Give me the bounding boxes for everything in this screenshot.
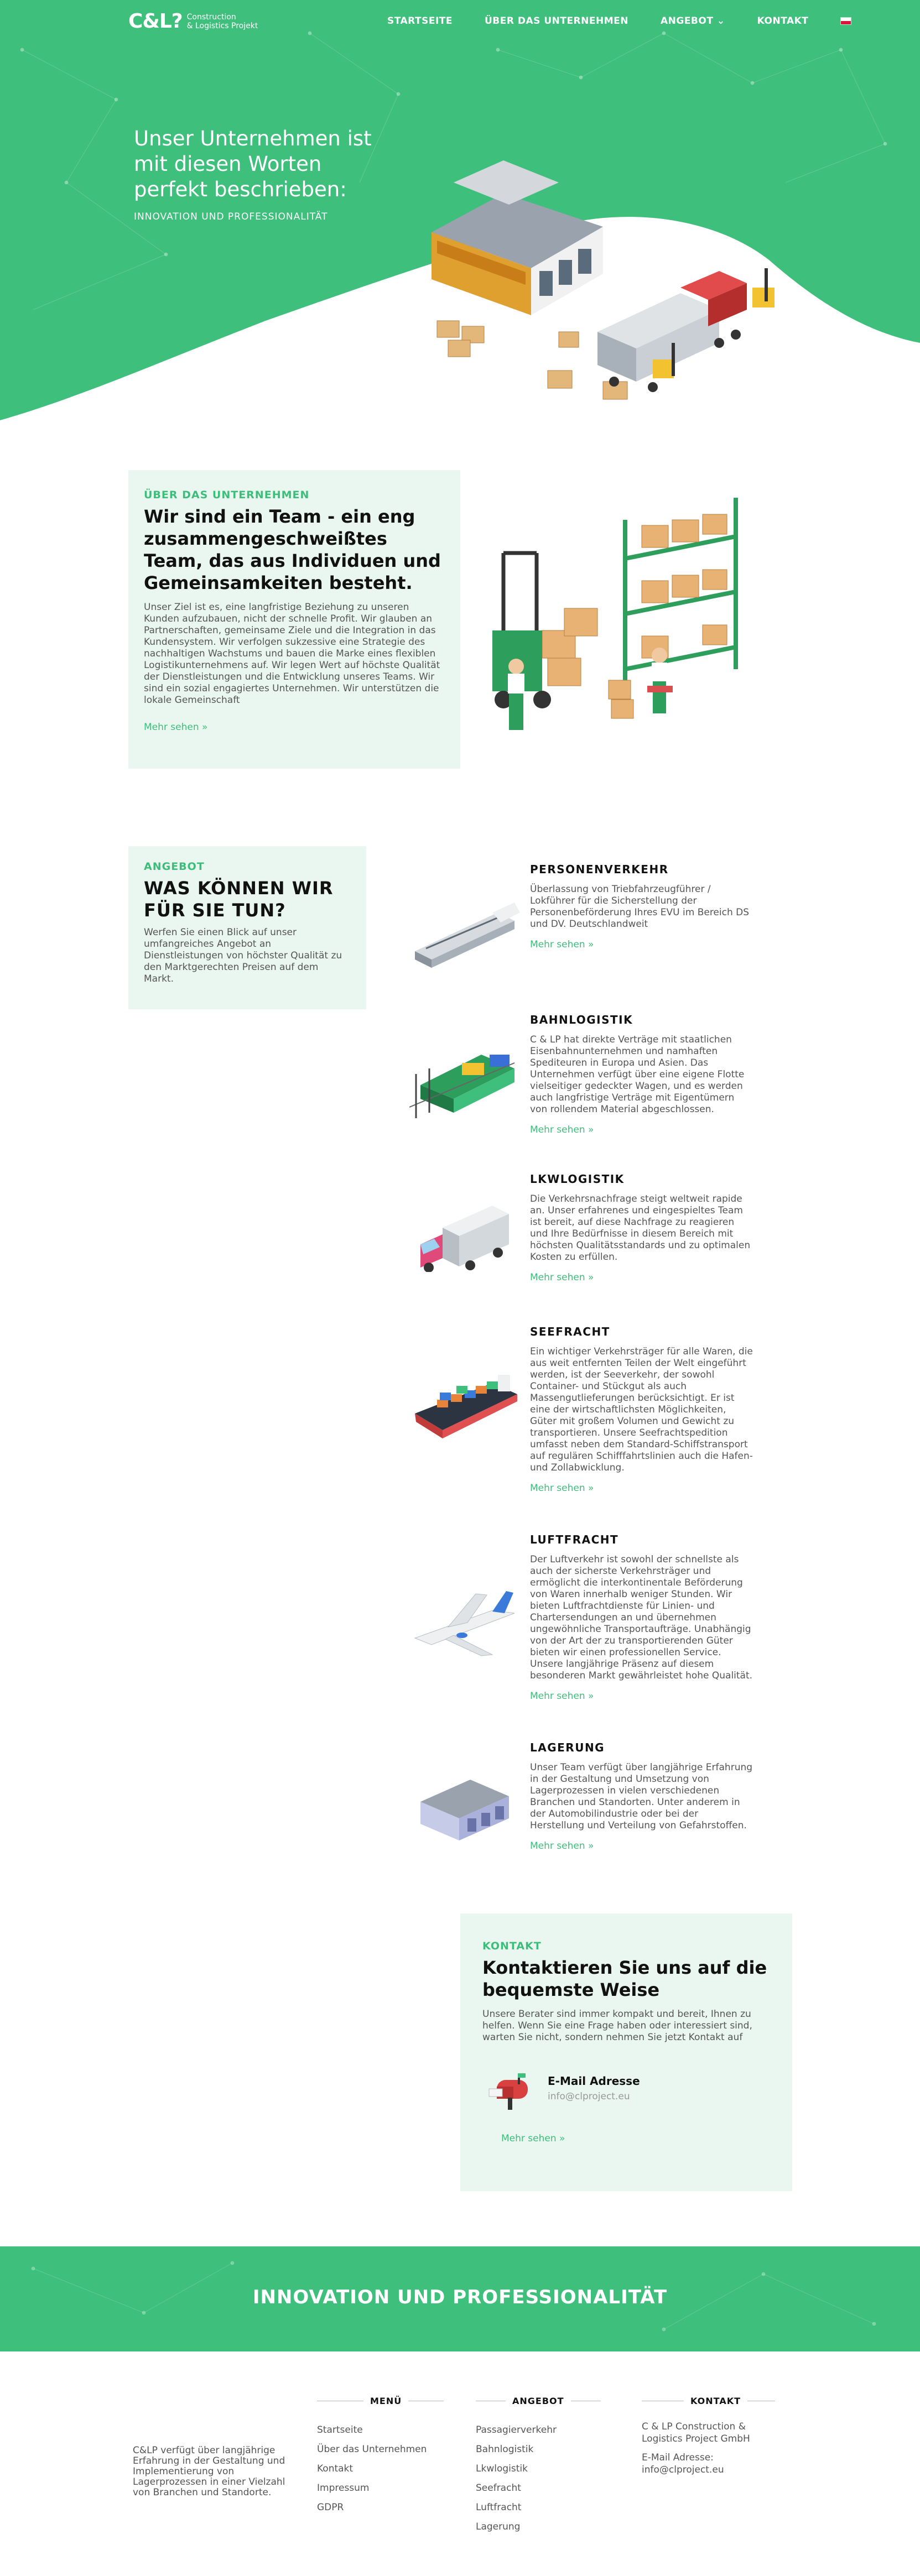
- mailbox-icon: [486, 2064, 533, 2112]
- footer-link-passagierverkehr[interactable]: Passagierverkehr: [476, 2424, 557, 2436]
- footer-kontakt-heading: [642, 2396, 780, 2406]
- service-title: LKWLOGISTIK: [530, 1172, 625, 1186]
- service-text: [530, 863, 753, 950]
- service-text: [530, 1325, 753, 1494]
- nav-startseite[interactable]: STARTSEITE: [387, 15, 453, 27]
- about-section: [128, 470, 460, 769]
- service-body: Überlassung von Triebfahrzeugführer / Lokführer für die Sicherstellung der Personenbeförderung Ihres EVU im Bereich DS und DV. Deutschlandweit: [530, 884, 750, 930]
- hero-subtitle: INNOVATION UND PROFESSIONALITÄT: [134, 211, 328, 222]
- email-label: E-Mail Adresse: [548, 2074, 640, 2088]
- service-text: [530, 1172, 753, 1283]
- logo-subtitle: [187, 13, 258, 30]
- footer-kontakt-column: [642, 2396, 780, 2476]
- email-value[interactable]: info@clproject.eu: [548, 2091, 630, 2102]
- logistics-center-illustration: [420, 149, 786, 409]
- logo[interactable]: [128, 10, 258, 33]
- about-more-link[interactable]: Mehr sehen »: [144, 722, 208, 733]
- service-title: LUFTFRACHT: [530, 1533, 619, 1546]
- nav-ueber-das-unternehmen[interactable]: ÜBER DAS UNTERNEHMEN: [485, 15, 628, 27]
- airplane-icon: [409, 1583, 520, 1660]
- ship-icon: [409, 1369, 520, 1447]
- footer-link-seefracht[interactable]: Seefracht: [476, 2483, 521, 2494]
- slogan-banner: [0, 2246, 920, 2351]
- footer-company: C & LP Construction & Logistics Project GmbH: [642, 2421, 750, 2444]
- footer-link-lagerung[interactable]: Lagerung: [476, 2521, 521, 2532]
- polish-flag-icon[interactable]: [840, 17, 851, 25]
- offer-title: WAS KÖNNEN WIR FÜR SIE TUN?: [144, 878, 334, 921]
- service-title: SEEFRACHT: [530, 1325, 610, 1338]
- about-title: Wir sind ein Team - ein eng zusammengeschweißtes Team, das aus Individuen und Gemeinsamkeiten besteht.: [144, 506, 441, 593]
- service-title: PERSONENVERKEHR: [530, 863, 669, 876]
- about-label: ÜBER DAS UNTERNEHMEN: [144, 489, 310, 501]
- service-text: [530, 1533, 753, 1702]
- footer-link-bahnlogistik[interactable]: Bahnlogistik: [476, 2444, 534, 2455]
- truck-icon: [409, 1195, 520, 1272]
- service-body: Unser Team verfügt über langjährige Erfahrung in der Gestaltung und Umsetzung von Lagerprozessen in vielen verschiedenen Branchen und Standorten. Unter anderem in der Automobilindustrie oder bei der Herstellung und Verteilung von Gefahrstoffen.: [530, 1762, 753, 1831]
- logo-line-2: & Logistics Projekt: [186, 21, 258, 30]
- footer-email-label: E-Mail Adresse:: [642, 2452, 714, 2463]
- logo-line-1: Construction: [186, 12, 236, 22]
- contact-section: [460, 1913, 792, 2191]
- main-nav: [387, 15, 851, 27]
- footer-link-startseite[interactable]: Startseite: [317, 2424, 363, 2436]
- service-body: Die Verkehrsnachfrage steigt weltweit rapide an. Unser erfahrenes und eingespieltes Team ist bereit, auf diese Nachfrage zu reagieren und Ihre Bedürfnisse in diesem Bereich mit höchsten Qualitätsstandards und zu optimalen Kosten zu erfüllen.: [530, 1193, 751, 1263]
- service-more-link[interactable]: Mehr sehen »: [530, 1840, 594, 1852]
- service-more-link[interactable]: Mehr sehen »: [530, 939, 594, 950]
- footer-link-impressum[interactable]: Impressum: [317, 2483, 370, 2494]
- contact-label: KONTAKT: [482, 1940, 542, 1952]
- contact-title: Kontaktieren Sie uns auf die bequemste Weise: [482, 1957, 767, 2000]
- logo-mark: C&L?: [128, 10, 183, 33]
- nav-angebot[interactable]: ANGEBOT ⌄: [660, 15, 725, 27]
- service-body: C & LP hat direkte Verträge mit staatlichen Eisenbahnunternehmen und namhaften Spediteuren in Europa und Asien. Das Unternehmen verfügt über eine eigene Flotte vielseitiger gedeckter Wagen, und es werden auch langfristige Verträge mit Eigentümern von rollendem Material abgeschlossen.: [530, 1034, 745, 1115]
- freight-train-icon: [409, 1041, 520, 1118]
- service-more-link[interactable]: Mehr sehen »: [530, 1272, 594, 1283]
- footer-menu-column: [317, 2396, 444, 2517]
- footer-angebot-title: ANGEBOT: [512, 2396, 564, 2406]
- footer-kontakt-title: KONTAKT: [690, 2396, 741, 2406]
- service-body: Der Luftverkehr ist sowohl der schnellste als auch der sicherste Verkehrsträger und ermöglicht die interkontinentale Beförderung von Waren innerhalb weniger Stunden. Wir bieten Luftfrachtdienste für Linien- und Chartersendungen an und übernehmen ungewöhnliche Transportaufträge. Unabhängig von der Art der zu transportierenden Güter bieten wir einen professionellen Service. Unsere langjährige Präsenz auf diesem besonderen Markt gewährleistet hohe Qualität.: [530, 1554, 753, 1681]
- email-details: [548, 2074, 640, 2102]
- footer-angebot-heading: [476, 2396, 601, 2406]
- service-body: Ein wichtiger Verkehrsträger für alle Waren, die aus weit entfernten Teilen der Welt eingeführt werden, ist der Seeverkehr, der sowohl Container- und Stückgut als auch Massengutlieferungen berücksichtigt. Er ist eine der wirtschaftlichsten Möglichkeiten, Güter mit großem Volumen und Gewicht zu transportieren. Unsere Seefrachtspedition umfasst neben dem Standard-Schiffstransport auf regulären Schifffahrtslinien auch die Hafen- und Zollabwicklung.: [530, 1346, 753, 1473]
- footer-menu-heading: [317, 2396, 444, 2406]
- service-more-link[interactable]: Mehr sehen »: [530, 1124, 594, 1135]
- warehouse-icon: [409, 1763, 520, 1840]
- service-text: [530, 1013, 753, 1135]
- footer-link-luftfracht[interactable]: Luftfracht: [476, 2502, 522, 2513]
- footer-link-lkwlogistik[interactable]: Lkwlogistik: [476, 2463, 528, 2474]
- contact-more-link[interactable]: Mehr sehen »: [501, 2133, 565, 2144]
- footer-link-ueber[interactable]: Über das Unternehmen: [317, 2444, 427, 2455]
- banner-slogan: INNOVATION UND PROFESSIONALITÄT: [252, 2286, 668, 2308]
- service-more-link[interactable]: Mehr sehen »: [530, 1691, 594, 1702]
- footer-email[interactable]: info@clproject.eu: [642, 2464, 724, 2475]
- about-body: Unser Ziel ist es, eine langfristige Beziehung zu unseren Kunden aufzubauen, nicht der schnelle Profit. Wir glauben an Partnerschaften, gemeinsame Ziele und die Integration in das Kundensystem. Wir verfolgen sukzessive eine Strategie des nachhaltigen Wachstums und bauen die Marke eines flexiblen Logistikunternehmens auf. Wir legen Wert auf höchste Qualität der Dienstleistungen und die Entwicklung unseres Teams. Wir sind ein sozial engagiertes Unternehmen. Wir unterstützen die lokale Gemeinschaft: [144, 602, 440, 706]
- hero-section: [0, 0, 920, 426]
- service-text: [530, 1741, 753, 1852]
- offer-label: ANGEBOT: [144, 861, 205, 873]
- nav-kontakt[interactable]: KONTAKT: [757, 15, 809, 27]
- offer-section: [128, 846, 366, 1009]
- contact-body: Unsere Berater sind immer kompakt und bereit, Ihnen zu helfen. Wenn Sie eine Frage haben oder interessiert sind, warten Sie nicht, sondern nehmen Sie jetzt Kontakt auf: [482, 2009, 752, 2043]
- email-contact[interactable]: [486, 2064, 770, 2112]
- footer-link-kontakt[interactable]: Kontakt: [317, 2463, 354, 2474]
- footer-about: C&LP verfügt über langjährige Erfahrung in der Gestaltung und Implementierung von Lagerprozessen in einer Vielzahl von Branchen und Standorte.: [133, 2445, 285, 2498]
- footer-menu-title: MENÜ: [370, 2396, 402, 2406]
- service-more-link[interactable]: Mehr sehen »: [530, 1483, 594, 1494]
- warehouse-workers-illustration: [481, 487, 769, 752]
- footer-angebot-column: [476, 2396, 601, 2537]
- hero-title: Unser Unternehmen ist mit diesen Worten perfekt beschrieben:: [134, 127, 372, 201]
- footer-link-gdpr[interactable]: GDPR: [317, 2502, 344, 2513]
- offer-body: Werfen Sie einen Blick auf unser umfangreiches Angebot an Dienstleistungen von höchster Qualität zu den Marktgerechten Preisen auf dem Markt.: [144, 927, 342, 984]
- service-title: LAGERUNG: [530, 1741, 605, 1754]
- train-icon: [409, 890, 520, 968]
- service-title: BAHNLOGISTIK: [530, 1013, 633, 1026]
